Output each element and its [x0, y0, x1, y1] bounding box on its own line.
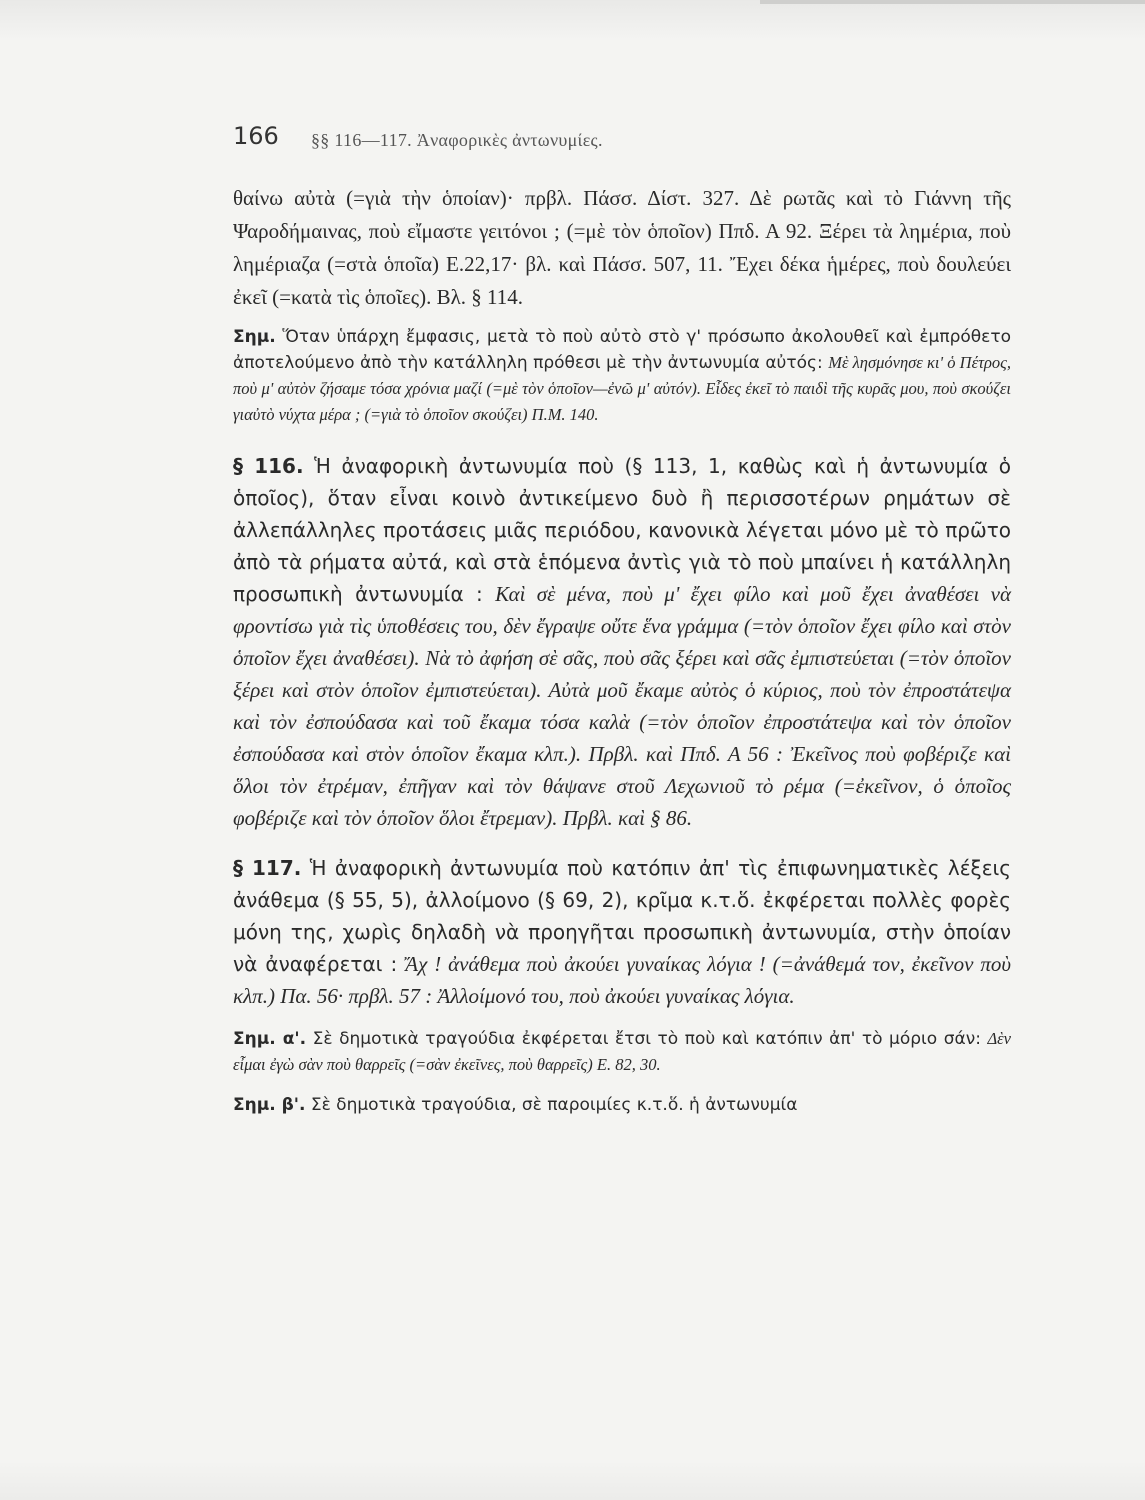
section-116	[233, 450, 1011, 834]
note-text: Ὅταν ὑπάρχη ἔμφασις, μετὰ τὸ ποὺ αὐτὸ στὸ γ' πρόσωπο ἀκολουθεῖ καὶ ἐμπρόθετο ἀποτελούμενο ἀπὸ τὴν κατάλληλη πρόθεσι μὲ τὴν ἀντωνυμία αὐτός:	[233, 327, 1011, 373]
note-alpha	[233, 1026, 1011, 1078]
page-header	[233, 118, 1013, 162]
note-alpha-examples: Δὲν εἶμαι ἐγὼ σὰν ποὺ θαρρεῖς (=σὰν ἐκεῖνες, ποὺ θαρρεῖς) Ε. 82, 30.	[233, 1029, 1012, 1074]
section-116-number: § 116.	[233, 454, 304, 478]
section-117-examples: Ἄχ ! ἀνάθεμα ποὺ ἀκούει γυναίκας λόγια ! (=ἀνάθεμά τον, ἐκεῖνον ποὺ κλπ.) Πα. 56· πρβλ. 57 : Ἀλλοίμονό του, ποὺ ἀκούει γυναίκας λόγια.	[233, 952, 1011, 1008]
page-body	[233, 182, 1011, 1118]
note-beta-text: Σὲ δημοτικὰ τραγούδια, σὲ παροιμίες κ.τ.ὅ. ἡ ἀντωνυμία	[310, 1095, 798, 1115]
section-117-number: § 117.	[233, 856, 302, 880]
note-alpha-label: Σημ. α'.	[233, 1029, 307, 1049]
note-examples: Μὲ λησμόνησε κι' ὁ Πέτρος, ποὺ μ' αὐτὸν ζήσαμε τόσα χρόνια μαζί (=μὲ τὸν ὁποῖον—ἐνῶ μ' αὐτόν). Εἶδες ἐκεῖ τὸ παιδὶ τῆς κυρᾶς μου, ποὺ σκούζει γιαὐτὸ νύχτα μέρα ; (=γιὰ τὸ ὁποῖον σκούζει) Π.Μ. 140.	[233, 353, 1011, 424]
section-117	[233, 852, 1011, 1012]
note-paragraph	[233, 324, 1011, 428]
note-beta	[233, 1092, 1011, 1118]
page-number: 166	[233, 122, 279, 150]
note-alpha-text: Σὲ δημοτικὰ τραγούδια ἐκφέρεται ἔτσι τὸ ποὺ καὶ κατόπιν ἀπ' τὸ μόριο σάν:	[312, 1029, 981, 1049]
running-head: §§ 116—117. Ἀναφορικὲς ἀντωνυμίες.	[311, 130, 603, 150]
paragraph-continued: θαίνω αὐτὰ (=γιὰ τὴν ὁποίαν)· πρβλ. Πάσσ. Δίστ. 327. Δὲ ρωτᾶς καὶ τὸ Γιάννη τῆς Ψαροδήμαινας, ποὺ εἴμαστε γειτόνοι ; (=μὲ τὸν ὁποῖον) Ππδ. Α 92. Ξέρει τὰ λημέρια, ποὺ λημέριαζα (=στὰ ὁποῖα) Ε.22,17· βλ. καὶ Πάσσ. 507, 11. Ἔχει δέκα ἡμέρες, ποὺ δουλεύει ἐκεῖ (=κατὰ τὶς ὁποῖες). Βλ. § 114.	[233, 186, 1011, 309]
page-edge	[760, 0, 1145, 4]
note-beta-label: Σημ. β'.	[233, 1095, 306, 1115]
section-116-examples: Καὶ σὲ μένα, ποὺ μ' ἔχει φίλο καὶ μοῦ ἔχει ἀναθέσει νὰ φροντίσω γιὰ τὶς ὑποθέσεις του, δὲν ἔγραψε οὔτε ἕνα γράμμα (=τὸν ὁποῖον ἔχει φίλο καὶ στὸν ὁποῖον ἔχει ἀναθέσει). Νὰ τὸ ἀφήση σὲ σᾶς, ποὺ σᾶς ξέρει καὶ σᾶς ἐμπιστεύεται (=τὸν ὁποῖον ξέρει καὶ στὸν ὁποῖον ἐμπιστεύεται). Αὐτὰ μοῦ ἔκαμε αὐτὸς ὁ κύριος, ποὺ τὸν ἐπροστάτεψα καὶ τὸν ἐσπούδασα καὶ τοῦ ἔκαμα τόσα καλὰ (=τὸν ὁποῖον ἐπροστάτεψα καὶ τὸν ὁποῖον ἐσπούδασα καὶ στὸν ὁποῖον ἔκαμα κλπ.). Πρβλ. καὶ Ππδ. Α 56 : Ἐκεῖνος ποὺ φοβέριζε καὶ ὅλοι τὸν ἐτρέμαν, ἐπῆγαν καὶ τὸν θάψανε στοῦ Λεχωνιοῦ τὸ ρέμα (=ἐκεῖνον, ὁ ὁποῖος φοβέριζε καὶ τὸν ὁποῖον ὅλοι ἔτρεμαν). Πρβλ. καὶ § 86.	[233, 582, 1012, 830]
note-label: Σημ.	[233, 327, 276, 347]
section-117-text: Ἡ ἀναφορικὴ ἀντωνυμία ποὺ κατόπιν ἀπ' τὶς ἐπιφωνηματικὲς λέξεις ἀνάθεμα (§ 55, 5), ἀλλοίμονο (§ 69, 2), κρῖμα κ.τ.ὅ. ἐκφέρεται πολλὲς φορὲς μόνη της, χωρὶς δηλαδὴ νὰ προηγῆται προσωπικὴ ἀντωνυμία, στὴν ὁποίαν νὰ ἀναφέρεται :	[233, 856, 1012, 976]
section-116-text: Ἡ ἀναφορικὴ ἀντωνυμία ποὺ (§ 113, 1, καθὼς καὶ ἡ ἀντωνυμία ὁ ὁποῖος), ὅταν εἶναι κοινὸ ἀντικείμενο δυὸ ἢ περισσοτέρων ρημάτων σὲ ἀλλεπάλληλες προτάσεις μιᾶς περιόδου, κανονικὰ λέγεται μόνο μὲ τὸ πρῶτο ἀπὸ τὰ ρήματα αὐτά, καὶ στὰ ἑπόμενα ἀντὶς γιὰ τὸ ποὺ μπαίνει ἡ κατάλληλη προσωπικὴ ἀντωνυμία :	[233, 454, 1011, 606]
